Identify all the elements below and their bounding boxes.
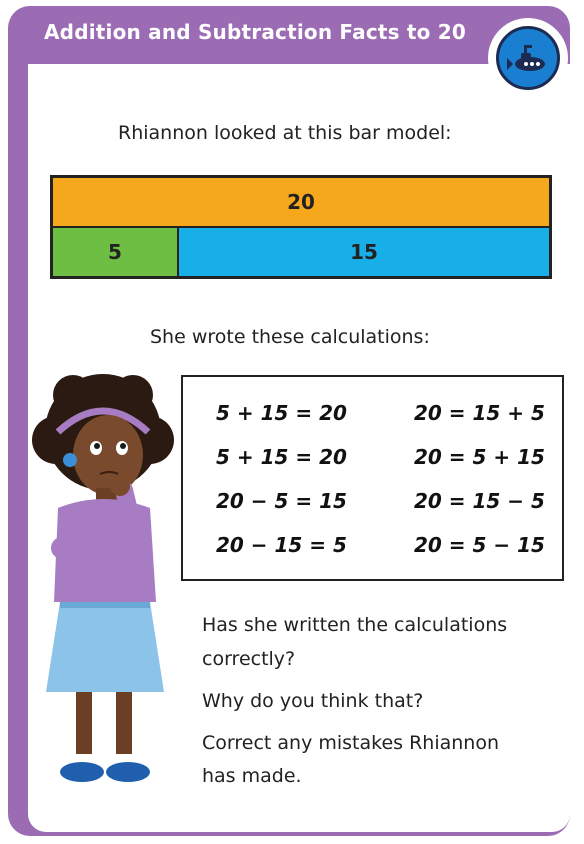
calc-right-4: 20 = 5 − 15 bbox=[414, 533, 545, 557]
calc-intro-text: She wrote these calculations: bbox=[150, 326, 430, 348]
bar-part-a-label: 5 bbox=[108, 240, 122, 264]
bar-whole bbox=[53, 178, 549, 226]
question-3-line-2: has made. bbox=[202, 765, 302, 787]
question-1-line-2: correctly? bbox=[202, 648, 296, 670]
intro-text: Rhiannon looked at this bar model: bbox=[118, 122, 452, 144]
question-3-line-1: Correct any mistakes Rhiannon bbox=[202, 732, 500, 754]
calc-left-3: 20 − 5 = 15 bbox=[216, 489, 347, 513]
bar-whole-label: 20 bbox=[287, 190, 315, 214]
bar-part-b-label: 15 bbox=[350, 240, 378, 264]
page-title: Addition and Subtraction Facts to 20 bbox=[44, 20, 466, 44]
calc-left-4: 20 − 15 = 5 bbox=[216, 533, 347, 557]
girl-thinking-illustration bbox=[28, 370, 178, 800]
submarine-icon bbox=[496, 26, 560, 90]
calc-right-1: 20 = 15 + 5 bbox=[414, 401, 545, 425]
calc-right-2: 20 = 5 + 15 bbox=[414, 445, 545, 469]
calc-right-3: 20 = 15 − 5 bbox=[414, 489, 545, 513]
question-2: Why do you think that? bbox=[202, 690, 424, 712]
calculations-box bbox=[181, 375, 564, 581]
bar-part-a bbox=[53, 228, 177, 276]
calc-left-1: 5 + 15 = 20 bbox=[216, 401, 347, 425]
badge bbox=[488, 18, 568, 98]
bar-model bbox=[50, 175, 552, 279]
bar-part-b bbox=[179, 228, 549, 276]
question-1-line-1: Has she written the calculations bbox=[202, 614, 508, 636]
calc-left-2: 5 + 15 = 20 bbox=[216, 445, 347, 469]
